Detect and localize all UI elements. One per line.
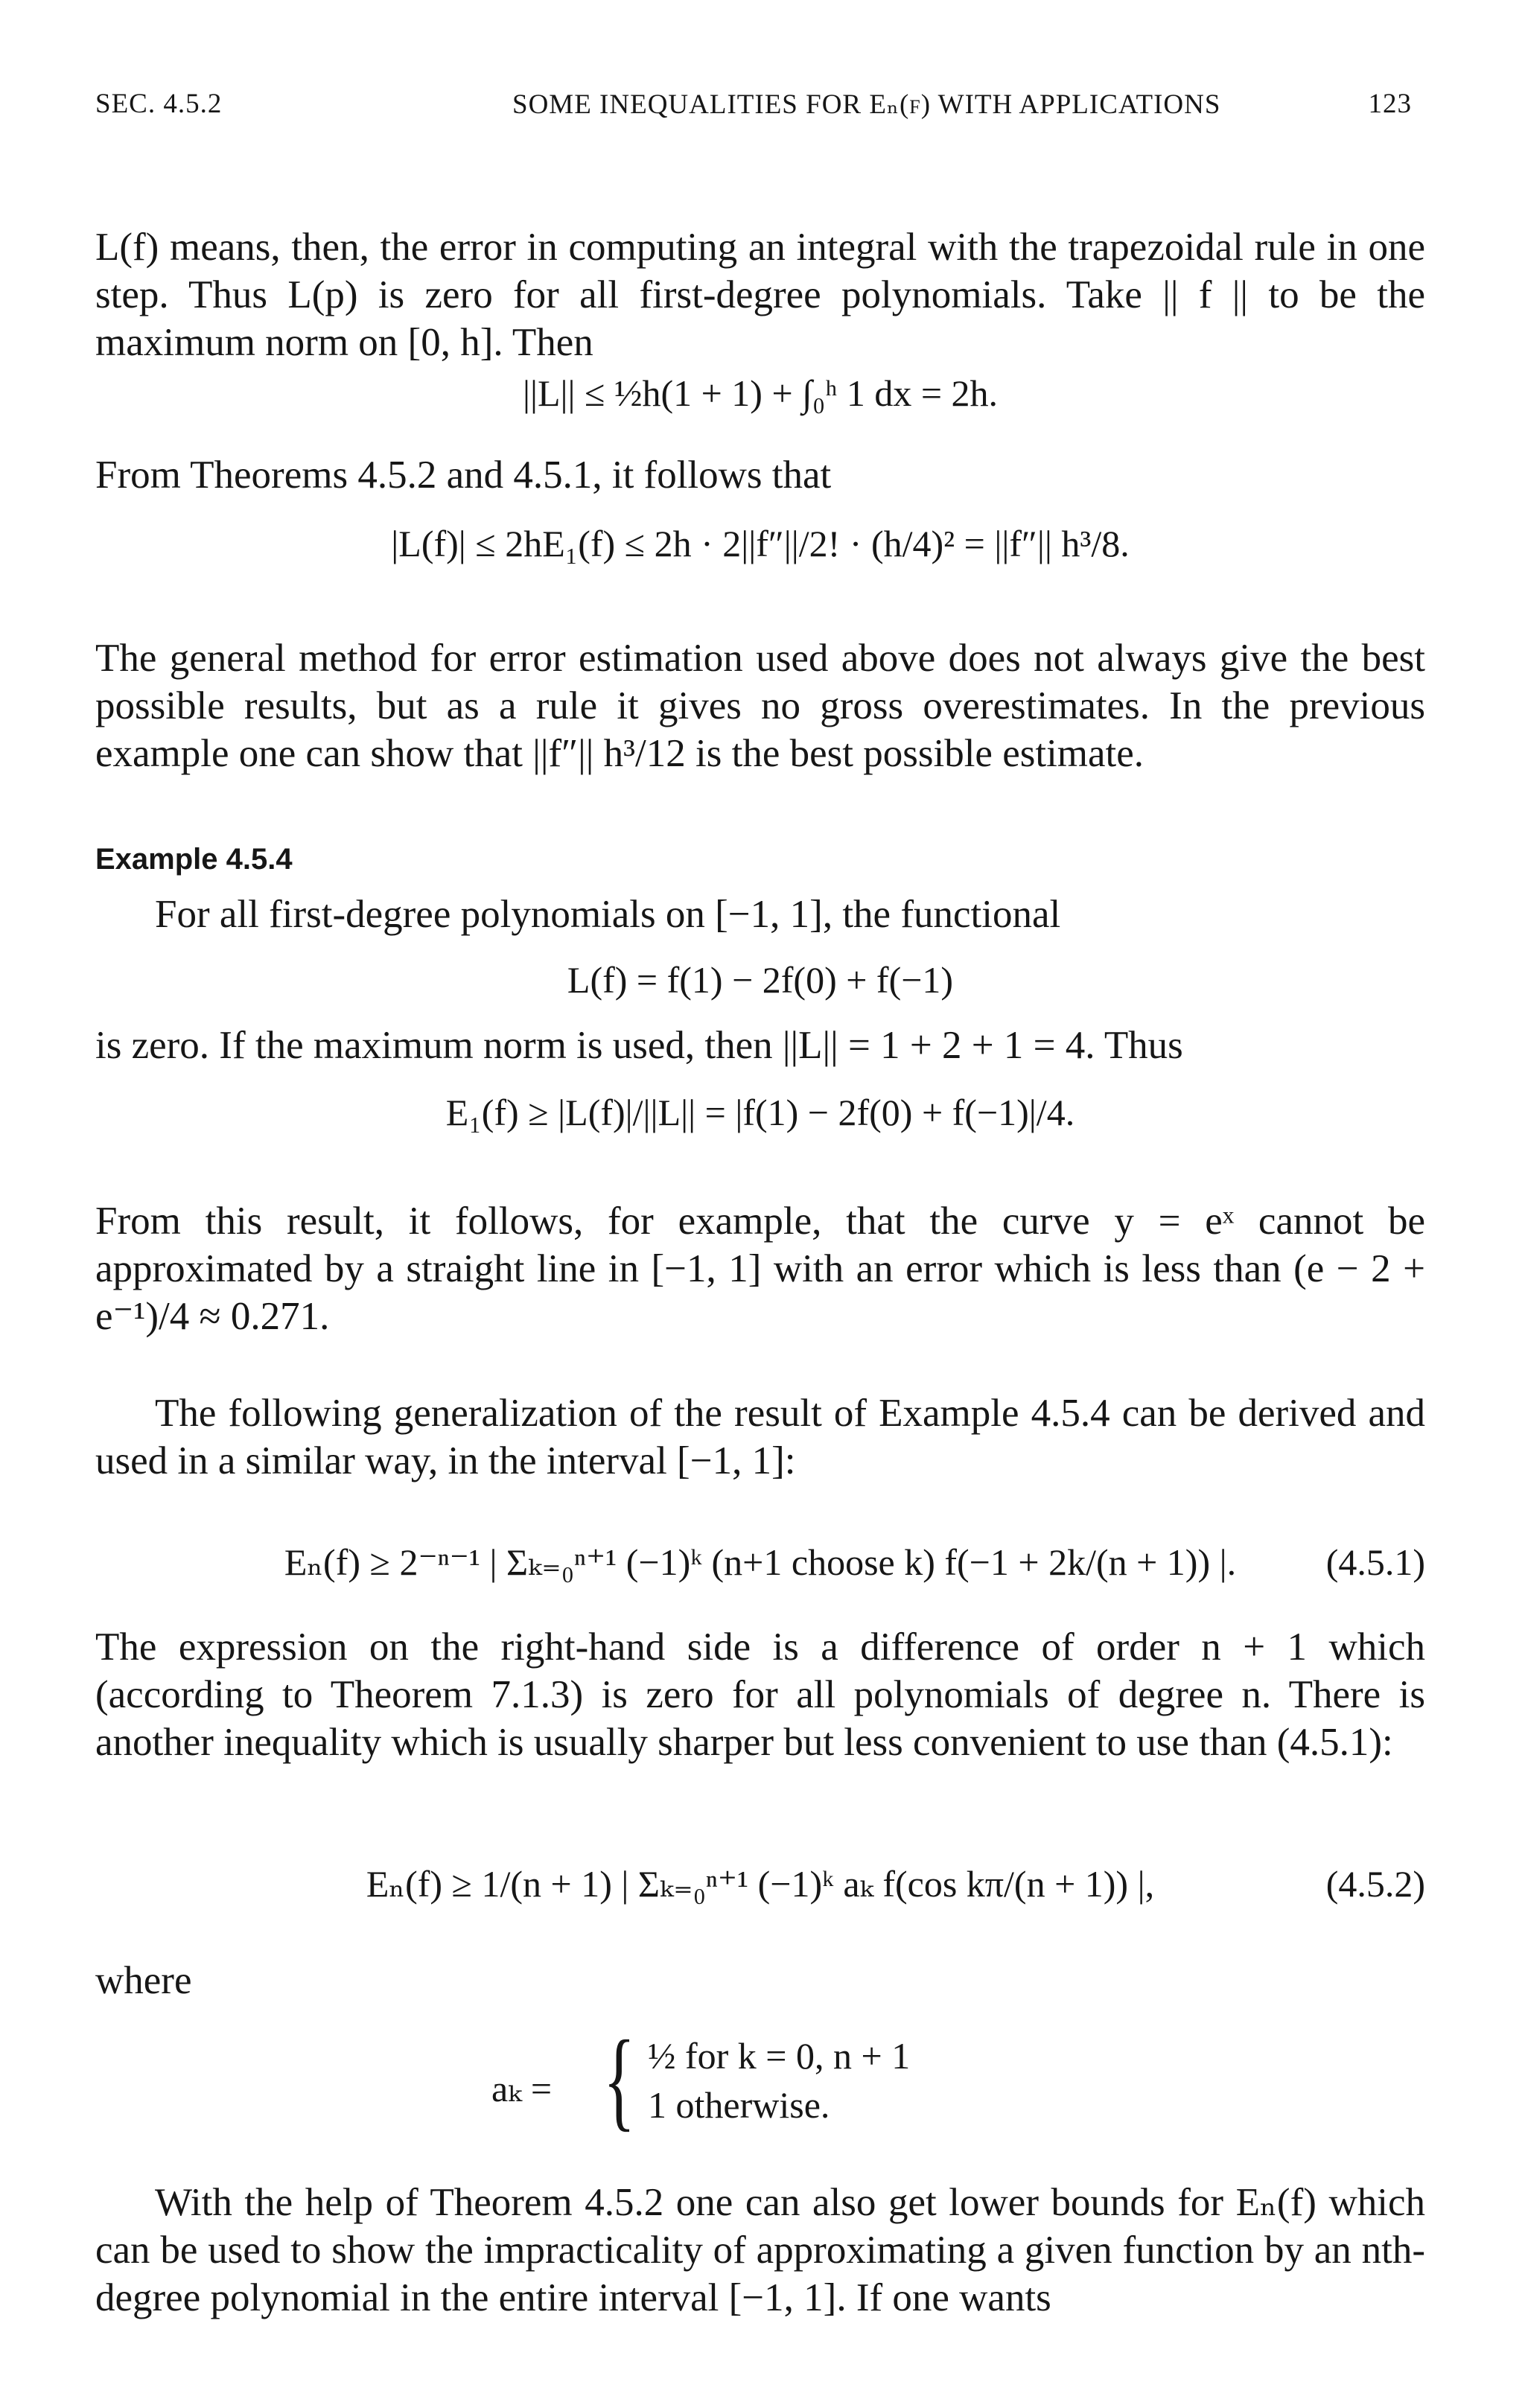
where-label: where — [95, 1959, 192, 2002]
paragraph-theorems: From Theorems 4.5.2 and 4.5.1, it follows that — [95, 453, 832, 497]
ak-case-1: ½ for k = 0, n + 1 — [648, 2035, 911, 2077]
running-header — [95, 88, 1430, 133]
equation-number-4-5-1: (4.5.1) — [1325, 1541, 1425, 1583]
running-title: SOME INEQUALITIES FOR Eₙ(f) WITH APPLICATIONS — [512, 89, 1221, 120]
paragraph-lower-bounds: With the help of Theorem 4.5.2 one can also get lower bounds for Eₙ(f) which can be used to show the impracticality of approximating a given function by an nth-degree polynomial in the entire interval [−1, 1]. If one wants — [95, 2181, 1425, 2319]
example-heading: Example 4.5.4 — [95, 843, 293, 876]
paragraph-difference-order: The expression on the right-hand side is a difference of order n + 1 which (according to Theorem 7.1.3) is zero for all polynomials of degree n. There is another inequality which is usually sharper but less convenient to use than (4.5.1): — [95, 1625, 1425, 1764]
ak-lhs: aₖ = — [491, 2068, 553, 2109]
case-brace: { — [603, 2018, 636, 2141]
paragraph-exp-curve: From this result, it follows, for example, that the curve y = eˣ cannot be approximated by a straight line in [−1, 1] with an error which is less than (e − 2 + e⁻¹)/4 ≈ 0.271. — [95, 1200, 1425, 1338]
paragraph-max-norm: is zero. If the maximum norm is used, then ||L|| = 1 + 2 + 1 = 4. Thus — [95, 1024, 1183, 1067]
section-label: SEC. 4.5.2 — [95, 89, 223, 119]
equation-number-4-5-2: (4.5.2) — [1325, 1863, 1425, 1905]
paragraph-trapezoidal: L(f) means, then, the error in computing an integral with the trapezoidal rule in one step. Thus L(p) is zero for all first-degree polynomials. Take || f || to be the maximum norm on [0, h]. Then — [95, 226, 1425, 364]
paragraph-example-intro: For all first-degree polynomials on [−1, 1], the functional — [155, 893, 1061, 936]
paragraph-general-method: The general method for error estimation used above does not always give the best possible results, but as a rule it gives no gross overestimates. In the previous example one can show that ||f″|| h³/12 is the best possible estimate. — [95, 637, 1425, 775]
page-number: 123 — [1368, 89, 1412, 119]
paragraph-generalization: The following generalization of the result of Example 4.5.4 can be derived and used in a similar way, in the interval [−1, 1]: — [95, 1392, 1425, 1482]
book-page: SEC. 4.5.2 SOME INEQUALITIES FOR Eₙ(f) WITH APPLICATIONS 123 L(f) means, then, the error in computing an integral with the trapezoidal rule in one step. Thus L(p) is zero for all first-degree polynomials. Take || f || to be the maximum norm on [0, h]. Then ||L|| ≤ ½h(1 + 1) + ∫₀ʰ 1 dx = 2h. From Theorems 4.5.2 and 4.5.1, it follows that |L(f)| ≤ 2hE₁(f) ≤ 2h · 2||f″||/2! · (h/4)² = ||f″|| h³/8. The general method for error estimation used above does not always give the best possible results, but as a rule it gives no gross overestimates. In the previous example one can show that ||f″|| h³/12 is the best possible estimate. Example 4.5.4 For all first-degree polynomials on [−1, 1], the functional L(f) = f(1) − 2f(0) + f(−1) is zero. If the maximum norm is used, then ||L|| = 1 + 2 + 1 = 4. Thus E₁(f) ≥ |L(f)|/||L|| = |f(1) − 2f(0) + f(−1)|/4. From this result, it follows, for example, that the curve y = eˣ cannot be approximated by a straight line in [−1, 1] with an error which is less than (e − 2 + e⁻¹)/4 ≈ 0.271. The following generalization of the result of Example 4.5.4 can be derived and used in a similar way, in the interval [−1, 1]: Eₙ(f) ≥ 2⁻ⁿ⁻¹ | Σₖ₌₀ⁿ⁺¹ (−1)ᵏ (n+1 choose k) f(−1 + 2k/(n + 1)) |. (4.5.1) The expression on the right-hand side is a difference of order n + 1 which (according to Theorem 7.1.3) is zero for all polynomials of degree n. There is another inequality which is usually sharper but less convenient to use than (4.5.1): Eₙ(f) ≥ 1/(n + 1) | Σₖ₌₀ⁿ⁺¹ (−1)ᵏ aₖ f(cos kπ/(n + 1)) |, (4.5.2) where aₖ = { ½ for k = 0, n + 1 1 otherwise. With the help of Theorem 4.5.2 one can also get lower bounds for Eₙ(f) which can be used to show the impracticality of approximating a given function by an nth-degree polynomial in the entire interval [−1, 1]. If one wants — [0, 0, 1525, 2408]
ak-case-2: 1 otherwise. — [648, 2084, 830, 2126]
